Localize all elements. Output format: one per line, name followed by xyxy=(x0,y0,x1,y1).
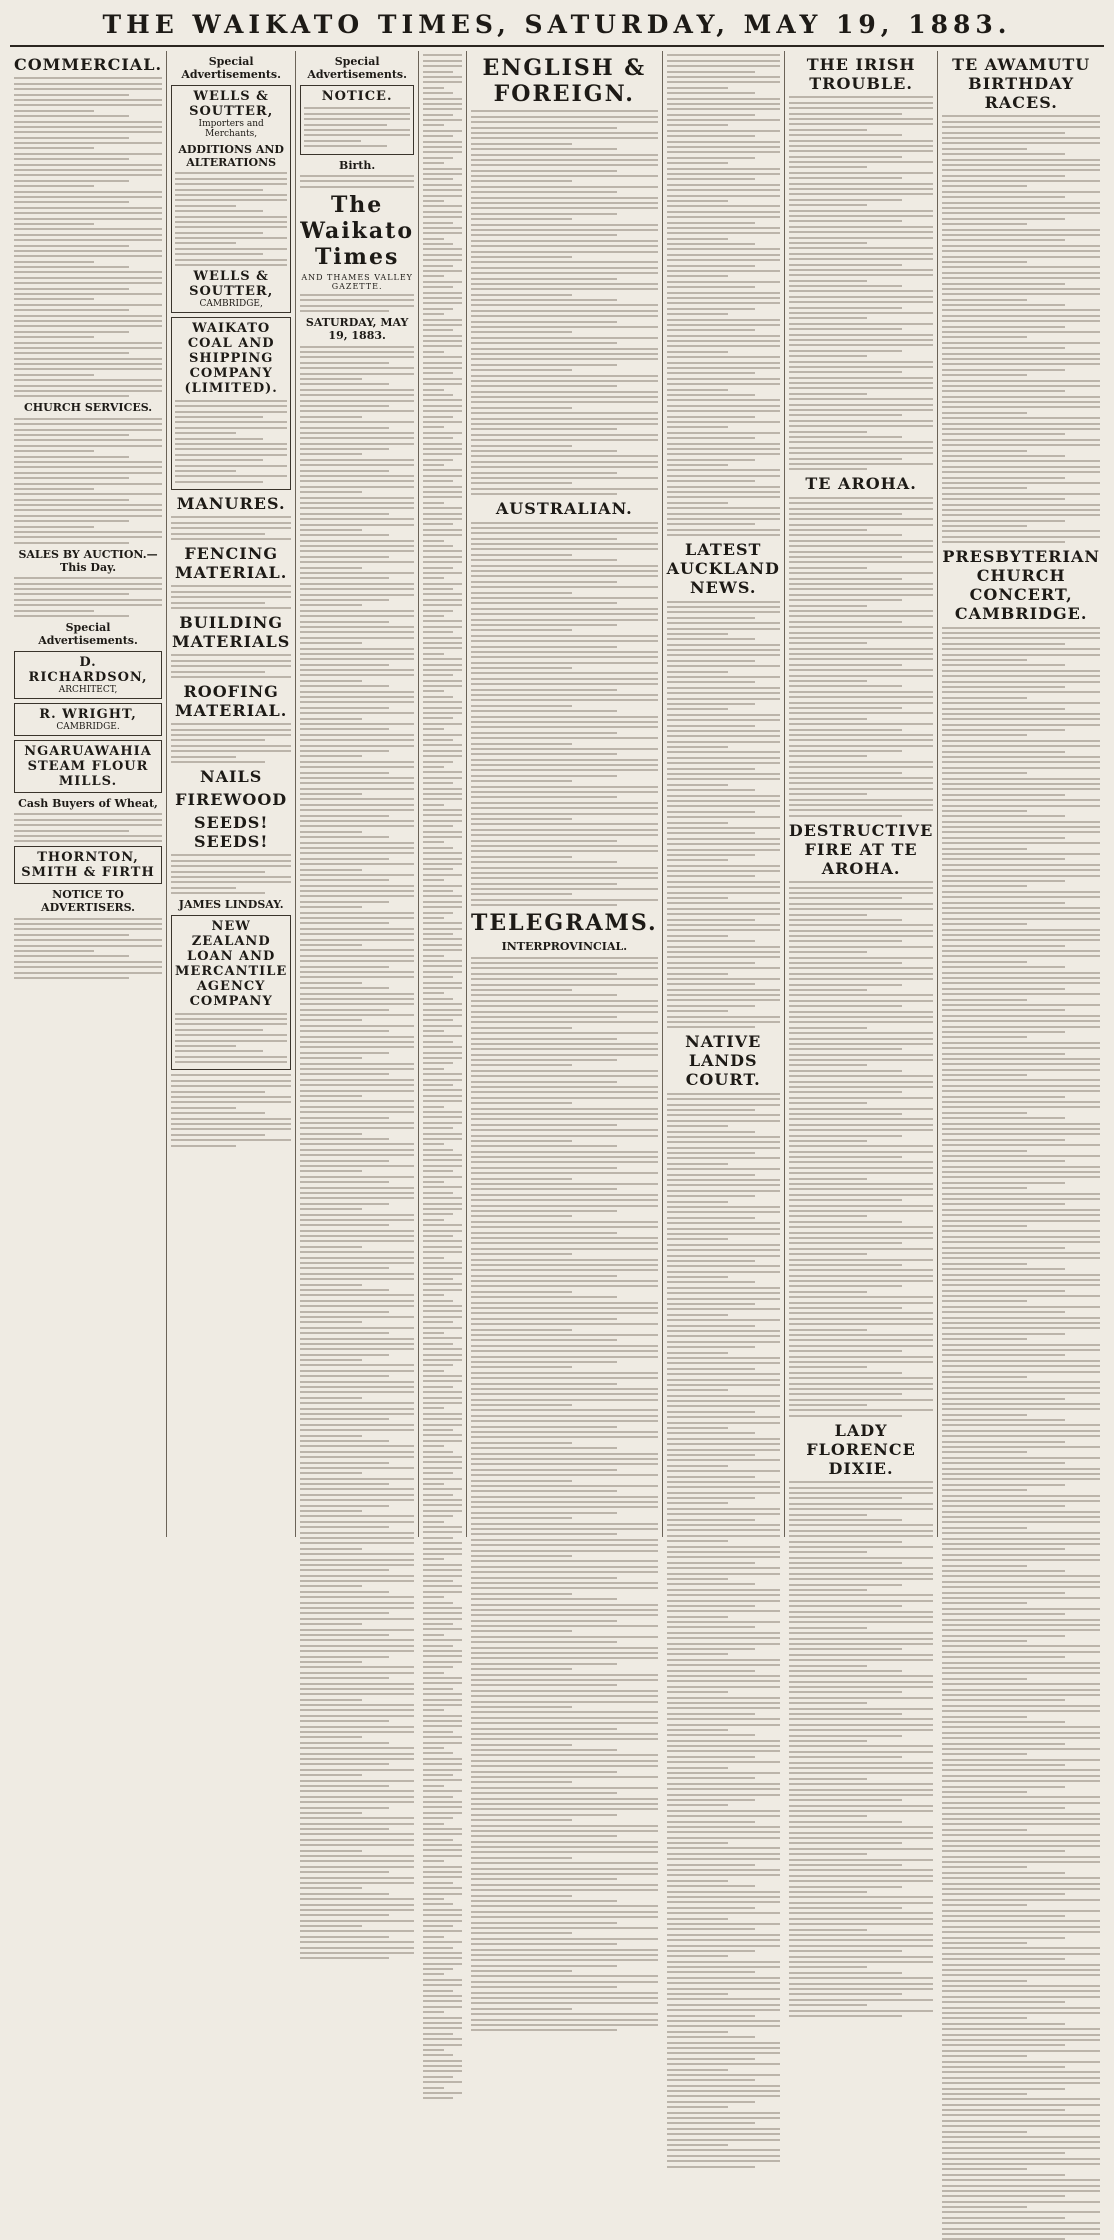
heading-interprovincial: INTERPROVINCIAL. xyxy=(501,940,628,954)
heading-telegrams: TELEGRAMS. xyxy=(471,910,658,937)
heading-te-awamutu-races: TE AWAMUTU BIRTHDAY RACES. xyxy=(952,55,1091,112)
ad-building: BUILDING MATERIALS xyxy=(171,612,291,651)
heading-native-lands-court: NATIVE LANDS COURT. xyxy=(685,1032,762,1090)
body-text xyxy=(14,918,162,979)
body-text xyxy=(942,115,1100,543)
heading-presbyterian-concert: PRESBYTERIAN CHURCH CONCERT, CAMBRIDGE. xyxy=(942,547,1100,624)
paper-title: The Waikato Times xyxy=(300,191,415,270)
ad-title: R. WRIGHT, xyxy=(39,706,137,722)
body-text xyxy=(667,1093,780,2168)
ad-notice: NOTICE TO ADVERTISERS. xyxy=(41,888,135,915)
ad-title: NGARUAWAHIA STEAM FLOUR MILLS. xyxy=(24,743,152,789)
ad-richardson xyxy=(14,651,162,699)
column-5 xyxy=(467,51,663,1537)
ad-wells-soutter xyxy=(171,85,291,313)
heading-special-ads: Special Advertisements. xyxy=(38,620,138,647)
heading-australian: AUSTRALIAN. xyxy=(495,499,633,519)
column-8 xyxy=(938,51,1104,1537)
body-text xyxy=(789,1481,934,2017)
heading-destructive-fire: DESTRUCTIVE FIRE AT TE AROHA. xyxy=(788,820,934,878)
heading-commercial: COMMERCIAL. xyxy=(14,55,163,74)
body-text xyxy=(14,813,162,842)
ad-title: WAIKATO COAL AND SHIPPING COMPANY (LIMITED). xyxy=(184,321,278,397)
ad-coal-shipping xyxy=(171,317,291,490)
body-text xyxy=(171,516,291,540)
ad-bank-notice xyxy=(300,85,414,155)
ad-line: ADDITIONS AND ALTERATIONS xyxy=(178,143,284,169)
body-text xyxy=(175,400,287,483)
ad-subtitle: Importers and Merchants, xyxy=(198,119,264,139)
body-text xyxy=(667,54,780,536)
column-1 xyxy=(10,51,167,1537)
body-text xyxy=(175,172,287,266)
ad-title: NEW ZEALAND LOAN AND MERCANTILE AGENCY COMPANY xyxy=(175,919,288,1010)
heading-lady-florence-dixie: LADY FLORENCE DIXIE. xyxy=(806,1420,916,1478)
column-7 xyxy=(785,51,939,1537)
masthead: THE WAIKATO TIMES, SATURDAY, MAY 19, 1883. xyxy=(102,10,1012,39)
ad-title: THORNTON, SMITH & FIRTH xyxy=(21,850,155,881)
ad-manures: MANURES. xyxy=(176,494,286,514)
ad-wright xyxy=(14,703,162,736)
heading-te-aroha: TE AROHA. xyxy=(805,474,917,494)
ad-subtitle: CAMBRIDGE, xyxy=(199,299,263,310)
masthead-rule xyxy=(10,45,1104,47)
heading-birth: Birth. xyxy=(339,158,376,172)
body-text xyxy=(942,627,1100,2240)
body-text xyxy=(175,1013,287,1064)
column-3 xyxy=(296,51,419,1537)
body-text xyxy=(471,522,658,907)
body-text xyxy=(423,54,462,2099)
ad-title: WELLS & SOUTTER, xyxy=(189,269,274,300)
body-text xyxy=(789,881,934,1417)
body-text xyxy=(471,110,658,495)
body-text xyxy=(667,601,780,1029)
heading-church-services: CHURCH SERVICES. xyxy=(23,401,153,415)
heading-special-ads: Special Advertisements. xyxy=(181,55,281,81)
paper-subtitle: AND THAMES VALLEY GAZETTE. xyxy=(301,272,413,291)
ad-thornton xyxy=(14,846,162,884)
body-text xyxy=(171,854,291,894)
column-6 xyxy=(663,51,785,1537)
ad-title: NOTICE. xyxy=(321,89,393,104)
body-text xyxy=(171,723,291,763)
body-text xyxy=(789,96,934,470)
column-2 xyxy=(167,51,296,1537)
heading-latest-auckland-news: LATEST AUCKLAND NEWS. xyxy=(666,540,780,598)
ad-roofing: ROOFING MATERIAL. xyxy=(174,681,288,720)
heading-irish-trouble: THE IRISH TROUBLE. xyxy=(806,55,916,93)
column-4 xyxy=(419,51,467,1537)
body-text xyxy=(789,497,934,817)
body-text xyxy=(304,107,410,147)
ad-fencing: FENCING MATERIAL. xyxy=(174,544,288,583)
ad-wheat: Cash Buyers of Wheat, xyxy=(18,796,158,810)
body-text xyxy=(14,418,162,544)
ad-nails: NAILS xyxy=(199,767,263,787)
body-text xyxy=(14,77,162,397)
editorial-date: SATURDAY, MAY 19, 1883. xyxy=(305,316,409,343)
heading-english-foreign: ENGLISH & FOREIGN. xyxy=(482,55,647,107)
columns xyxy=(10,51,1104,1537)
body-text xyxy=(300,175,414,188)
body-text xyxy=(14,577,162,617)
ad-flour-mills xyxy=(14,740,162,793)
ad-title: WELLS & SOUTTER, xyxy=(189,89,274,119)
heading-special-ads: Special Advertisements. xyxy=(307,55,407,81)
ad-lindsay: JAMES LINDSAY. xyxy=(178,898,284,912)
ad-firewood: FIREWOOD xyxy=(175,790,288,810)
ad-title: D. RICHARDSON, xyxy=(28,654,148,685)
body-text xyxy=(300,346,414,1960)
ad-loan-agency xyxy=(171,915,291,1070)
ad-seeds: SEEDS! SEEDS! xyxy=(193,813,269,852)
body-text xyxy=(471,957,658,2032)
body-text xyxy=(171,585,291,609)
body-text xyxy=(171,1074,291,1146)
body-text xyxy=(171,654,291,678)
ad-subtitle: ARCHITECT, xyxy=(58,684,118,695)
ad-subtitle: CAMBRIDGE. xyxy=(56,721,120,732)
body-text xyxy=(300,294,414,312)
heading-sales-by-auction: SALES BY AUCTION.—This Day. xyxy=(18,547,158,574)
